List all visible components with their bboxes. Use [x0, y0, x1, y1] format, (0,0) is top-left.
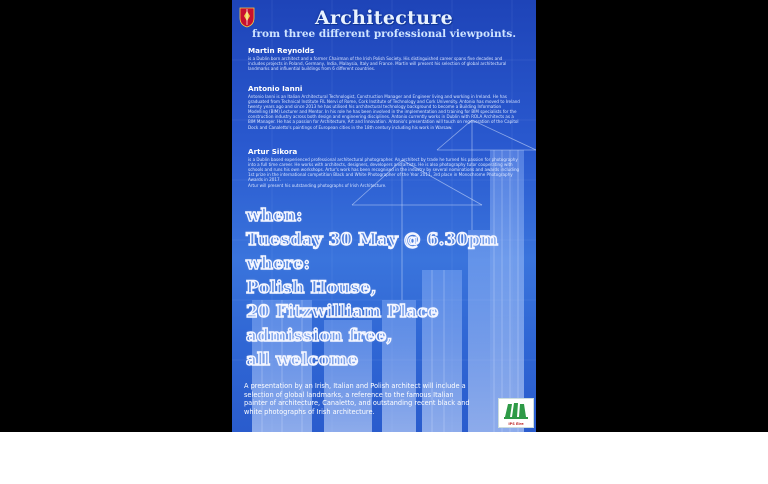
- event-poster: [232, 0, 536, 432]
- venue-name: Polish House,: [246, 278, 377, 298]
- admission-line: admission free,: [246, 326, 393, 346]
- speaker-bio-1: [248, 46, 520, 71]
- poster-blurb: A presentation by an Irish, Italian and Polish architect will include a selection of global landmarks, a reference to the famous Italian painter of architecture, Canaletto, and outstanding recent black and white photographs of Irish architecture.: [244, 382, 470, 416]
- welcome-line: all welcome: [246, 350, 359, 370]
- poster-subtitle: from three different professional viewpoints.: [252, 28, 516, 40]
- when-label: when:: [246, 206, 303, 226]
- speaker-name: Artur Sikora: [248, 147, 298, 156]
- speaker-bio-3: [248, 147, 520, 189]
- speaker-text: is a Dublin based experienced professional architectural photographer. An architect by trade he turned his passion for photography into a full time career. He works with architects, designers, developers and artists. He is also photography tutor cooperating with schools and runs his own workshops. Artur's work has been recognised in the industry by several nominations and awards including 1st prize in the international competition Black and White Photographer of the Year 2011, 3rd place in Monochrome Photography Awards in 2017.: [248, 157, 520, 183]
- venue-address: 20 Fitzwilliam Place: [246, 302, 439, 322]
- where-label: where:: [246, 254, 310, 274]
- speaker-name: Antonio Ianni: [248, 84, 303, 93]
- society-logo-icon: [499, 399, 533, 421]
- society-logo-text: IPS Eire: [508, 422, 524, 426]
- speaker-text: is a Dublin born architect and a former Chairman of the Irish Polish Society. His distinguished career spans five decades and includes projects in Poland, Germany, India, Malaysia, Italy and France. Martin will present his selection of global architectural landmarks and influential buildings from 6 different countries.: [248, 56, 507, 72]
- society-logo: [498, 398, 534, 428]
- event-date: Tuesday 30 May @ 6.30pm: [246, 230, 498, 250]
- poster-title: Architecture: [314, 7, 454, 29]
- speaker-bio-2: [248, 84, 520, 130]
- speaker-text: Antonio Ianni is an Italian Architectural Technologist, Construction Manager and Engineer living and working in Ireland. He has graduated from Technical Institute FIL Nervi of Rome, Cork Institute of Technology and Cork University. Antonio has moved to Ireland twenty years ago and since 2013 he has utilised his architectural technology background to become a Building Information Modelling (BIM) Lecturer and Mentor. In his role he has been involved in the implementation and training for BIM specialists for the construction industry across both design and engineering disciplines. Antonio currently works in Dublin with ROLA Architects as a BIM Manager. He has a passion for Architecture, Art and Innovation. Antonio's presentation will touch on regeneration of the Capitol Dock and Canaletto's paintings of European cities in the 18th century including his work in Warsaw.: [248, 94, 520, 130]
- speaker-extra: Artur will present his outstanding photographs of Irish Architecture.: [248, 183, 387, 189]
- speaker-name: Martin Reynolds: [248, 46, 315, 55]
